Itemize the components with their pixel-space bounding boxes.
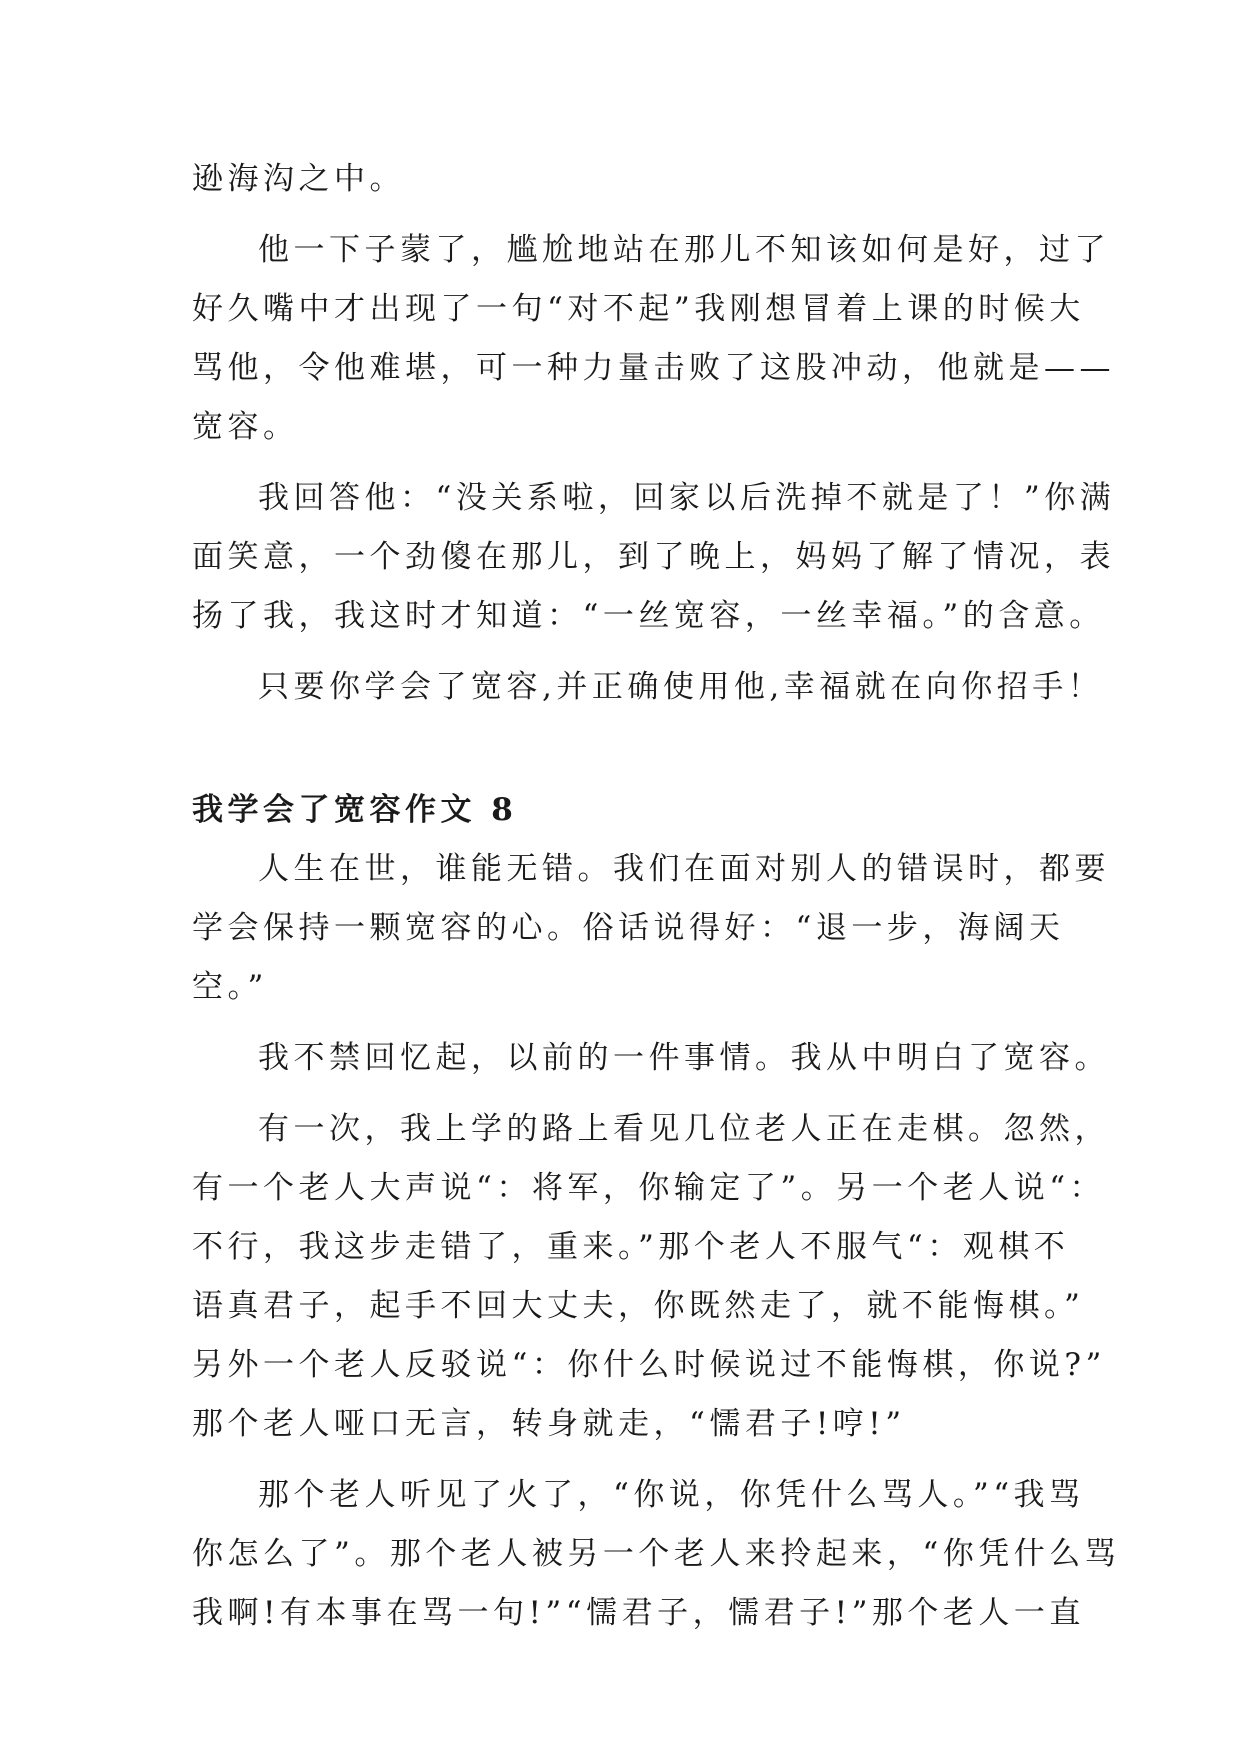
text-line: 另外一个老人反驳说“：你什么时候说过不能悔棋，你说?” xyxy=(192,1347,1106,1383)
text-line: 我不禁回忆起，以前的一件事情。我从中明白了宽容。 xyxy=(258,1040,1110,1076)
section-title: 我学会了宽容作文 8 xyxy=(192,792,518,828)
paragraph xyxy=(192,221,1115,457)
text-line: 逊海沟之中。 xyxy=(192,161,405,197)
text-line: 只要你学会了宽容,并正确使用他,幸福就在向你招手！ xyxy=(258,669,1104,705)
text-line: 空。” xyxy=(192,969,268,1005)
text-line: 有一次，我上学的路上看见几位老人正在走棋。忽然， xyxy=(258,1111,1110,1147)
paragraph xyxy=(192,1100,1110,1454)
text-line: 语真君子，起手不回大丈夫，你既然走了，就不能悔棋。” xyxy=(192,1288,1085,1324)
text-line: 我啊!有本事在骂一句!”“懦君子，懦君子!”那个老人一直 xyxy=(192,1595,1085,1631)
text-line: 好久嘴中才出现了一句“对不起”我刚想冒着上课的时候大 xyxy=(192,291,1085,327)
paragraph xyxy=(192,1029,1110,1088)
text-line: 学会保持一颗宽容的心。俗话说得好：“退一步，海阔天 xyxy=(192,910,1065,946)
text-line: 人生在世，谁能无错。我们在面对别人的错误时，都要 xyxy=(258,851,1110,887)
text-line: 骂他，令他难堪，可一种力量击败了这股冲动，他就是—— xyxy=(192,350,1115,386)
text-line: 扬了我，我这时才知道：“一丝宽容，一丝幸福。”的含意。 xyxy=(192,598,1105,634)
paragraph xyxy=(192,840,1110,1017)
text-line: 那个老人哑口无言，转身就走，“懦君子!哼!” xyxy=(192,1406,906,1442)
text-line: 宽容。 xyxy=(192,409,299,445)
paragraph xyxy=(192,658,1104,717)
text-line: 不行，我这步走错了，重来。”那个老人不服气“：观棋不 xyxy=(192,1229,1070,1265)
text-line: 我回答他：“没关系啦，回家以后洗掉不就是了！”你满 xyxy=(258,480,1116,516)
text-line: 面笑意，一个劲傻在那儿，到了晚上，妈妈了解了情况，表 xyxy=(192,539,1115,575)
text-line: 有一个老人大声说“：将军，你输定了”。另一个老人说“： xyxy=(192,1170,1106,1206)
paragraph xyxy=(192,150,1072,209)
paragraph xyxy=(192,1466,1121,1643)
text-line: 你怎么了”。那个老人被另一个老人来拎起来，“你凭什么骂 xyxy=(192,1536,1121,1572)
text-line: 那个老人听见了火了，“你说，你凭什么骂人。”“我骂 xyxy=(258,1477,1085,1513)
document-body xyxy=(192,150,1121,1643)
text-line: 他一下子蒙了，尴尬地站在那儿不知该如何是好，过了 xyxy=(258,232,1110,268)
paragraph xyxy=(192,469,1116,646)
